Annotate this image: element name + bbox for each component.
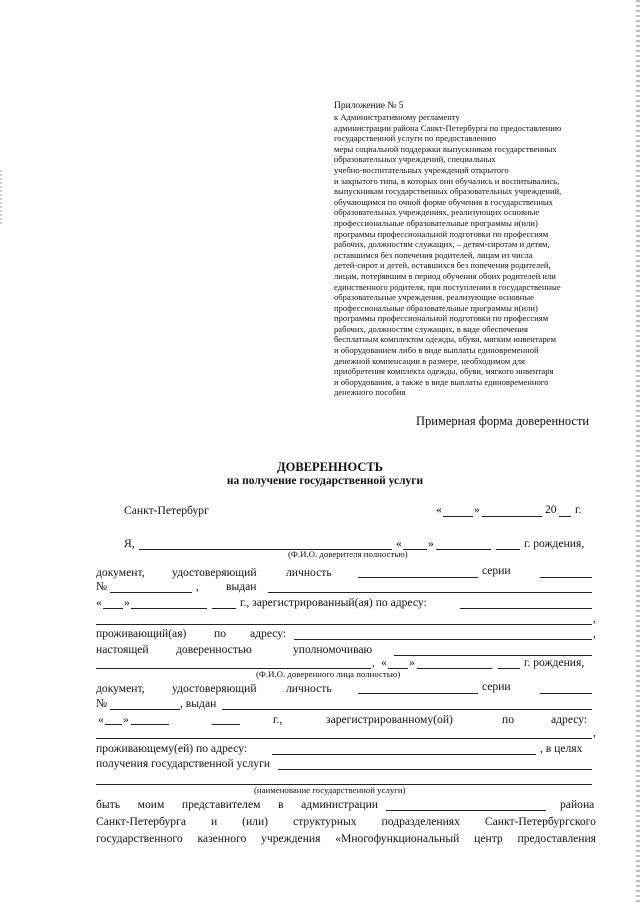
appendix-line: бесплатным комплектом одежды, обуви, мягким инвентарем — [334, 334, 557, 345]
appendix-line: рабочих, должностям служащих, в виде обеспечения — [334, 323, 528, 334]
agent-fio-hint: (Ф.И.О. доверенного лица полностью) — [256, 669, 401, 679]
spb-word: Санкт-Петербурга — [96, 815, 186, 828]
agent-number-label: № — [96, 697, 108, 710]
issue-year-line[interactable] — [212, 608, 236, 609]
appendix-line: и закрытого типа, в которых они обучались и воспитывались, — [334, 175, 560, 186]
date-day-line[interactable] — [443, 516, 473, 517]
this-label-c: уполномочиваю — [293, 643, 373, 656]
agent-registered-label: зарегистрированному(ой) — [326, 713, 453, 726]
appendix-block — [334, 100, 604, 398]
series-label: серии — [482, 564, 511, 577]
appendix-line: и оборудованием либо в виде выплаты единовременной — [334, 345, 539, 356]
spb-word: структурных — [292, 815, 357, 828]
birth-close-quote: » — [428, 537, 434, 550]
spb-words — [96, 815, 596, 828]
appendix-line: денежного пособия — [334, 387, 406, 398]
date-year-suffix: г. — [575, 503, 582, 516]
residing-label-c: адресу: — [250, 627, 287, 640]
scan-edge-right — [636, 0, 640, 905]
comma: , — [593, 726, 596, 739]
date-month-line[interactable] — [482, 516, 542, 517]
comma: , — [593, 627, 596, 640]
agent-registered-address-line[interactable] — [96, 738, 592, 739]
comma: , — [196, 580, 199, 593]
rep-word: быть — [96, 798, 121, 811]
in-purpose-label: , в целях — [540, 742, 583, 755]
service-name-line[interactable] — [278, 769, 592, 770]
rep-words — [96, 798, 378, 811]
document-subtitle: на получение государственной услуги — [226, 475, 424, 487]
agent-residing-label: проживающему(ей) по адресу: — [96, 742, 248, 755]
appendix-line: обучающимся по очной форме обучения в государственных — [334, 196, 553, 207]
appendix-line: меры социальной поддержки выпускникам государственных — [334, 143, 557, 154]
scan-edge-left — [0, 170, 2, 225]
registered-label: г., зарегистрированный(ая) по адресу: — [240, 596, 427, 609]
appendix-line: программы профессиональной подготовки по профессиям — [334, 228, 549, 239]
agent-birth-label: г. рождения, — [524, 656, 585, 669]
appendix-line: образовательные учреждения, реализующие основные — [334, 292, 534, 303]
appendix-title: Приложение № 5 — [334, 101, 404, 111]
agent-doc-label: документ, — [96, 682, 145, 695]
agent-birth-year-line[interactable] — [498, 668, 520, 669]
agent-issue-month-line[interactable] — [131, 724, 169, 725]
agent-birth-month-line[interactable] — [417, 668, 492, 669]
rep-word: моим — [137, 798, 165, 811]
comma: , — [593, 612, 596, 625]
agent-year-label: г., — [273, 713, 283, 726]
i-label: Я, — [124, 537, 135, 550]
residing-label-b: по — [214, 627, 227, 640]
appendix-line: рабочих, должностям служащих, – детям-сиротам и детям, — [334, 239, 550, 250]
birth-year-line[interactable] — [496, 549, 520, 550]
appendix-line: профессиональные образовательные программы и(или) — [334, 217, 538, 228]
appendix-line: оставшимся без попечения родителей, лицам из числа — [334, 249, 533, 260]
appendix-line: учебно-воспитательных учреждений открытого — [334, 164, 509, 175]
appendix-line: единственного родителя, при поступлении в государственные — [334, 281, 561, 292]
agent-residing-address-line[interactable] — [272, 754, 536, 755]
agent-issued-label: , выдан — [180, 697, 217, 710]
receiving-label: получения государственной услуги — [96, 757, 271, 770]
agent-series-label: серии — [482, 680, 511, 693]
agent-issue-year-line[interactable] — [212, 724, 240, 725]
date-open-quote: « — [436, 503, 442, 516]
place-text: Санкт-Петербург — [124, 504, 209, 517]
appendix-line: образовательных учреждений, специальных — [334, 154, 496, 165]
doc-label: документ, — [96, 566, 145, 579]
agent-document-type-line[interactable] — [358, 693, 478, 694]
rep-word: представителем — [181, 798, 261, 811]
issue-day-line[interactable] — [103, 608, 123, 609]
appendix-line: приобретения комплекта одежды, обуви, мягкого инвентаря — [334, 366, 554, 377]
appendix-line: государственной услуги по предоставлению — [334, 133, 497, 144]
agent-birth-open-quote: « — [381, 656, 387, 669]
agent-address-label: адресу: — [551, 713, 588, 726]
issued-label: выдан — [226, 580, 257, 593]
date-year-prefix: 20 — [545, 503, 557, 516]
appendix-line: и оборудования, а также в виде выплаты единовременного — [334, 376, 549, 387]
appendix-line: к Административному регламенту — [334, 112, 460, 122]
residing-address-line[interactable] — [294, 639, 592, 640]
district-line[interactable] — [386, 810, 546, 811]
form-label: Примерная форма доверенности — [416, 414, 590, 428]
appendix-line: профессиональные образовательные программы и(или) — [334, 302, 538, 313]
appendix-line: администрации района Санкт-Петербурга по предоставлению — [334, 122, 562, 133]
spb-word: подразделениях — [381, 815, 460, 828]
this-label-b: доверенностью — [176, 643, 252, 656]
spb-word: Санкт-Петербургского — [484, 815, 596, 828]
last-line: государственного казенного учреждения «Многофункциональный центр предоставления — [96, 832, 596, 845]
birth-month-line[interactable] — [436, 549, 491, 550]
agent-issued-by-line[interactable] — [222, 709, 592, 710]
rayona-label: района — [560, 798, 595, 811]
issue-open-quote: « — [96, 596, 102, 609]
residing-label-a: проживающий(ая) — [96, 627, 187, 640]
birth-year-label: г. рождения, — [524, 537, 585, 550]
certifying-label: удостоверяющий — [172, 566, 257, 579]
agent-issue-close-quote: » — [123, 713, 129, 726]
registered-address-line-2[interactable] — [96, 624, 592, 625]
this-label-a: настоящей — [96, 643, 149, 656]
agent-issue-day-line[interactable] — [105, 724, 122, 725]
spb-word: (или) — [242, 815, 269, 828]
spb-word: и — [210, 815, 218, 828]
rep-word: в — [278, 798, 284, 811]
agent-certifying-label: удостоверяющий — [172, 682, 257, 695]
series-line[interactable] — [540, 577, 592, 578]
appendix-line: программы профессиональной подготовки по профессиям — [334, 313, 549, 324]
birth-open-quote: « — [396, 537, 402, 550]
agent-number-line[interactable] — [110, 709, 180, 710]
agent-issue-open-quote: « — [98, 713, 104, 726]
document-type-line[interactable] — [358, 577, 478, 578]
appendix-line: детей-сирот и детей, оставшихся без попечения родителей, — [334, 260, 551, 271]
number-label: № — [96, 580, 108, 593]
agent-identity-label: личность — [286, 682, 332, 695]
rep-word: администрации — [301, 798, 378, 811]
date-year-line[interactable] — [559, 516, 571, 517]
principal-fio-hint: (Ф.И.О. доверителя полностью) — [288, 549, 408, 559]
issue-month-line[interactable] — [131, 608, 207, 609]
agent-po-label: по — [502, 713, 515, 726]
appendix-line: выпускникам государственных образовательных учреждений, — [334, 186, 562, 197]
appendix-line: образовательных учреждениях, реализующих основные — [334, 207, 540, 218]
identity-label: личность — [286, 566, 332, 579]
service-hint: (наименование государственной услуги) — [254, 785, 406, 795]
issued-by-line[interactable] — [268, 592, 592, 593]
appendix-line: лицам, потерявшим в период обучения обоих родителей или — [334, 270, 556, 281]
issue-close-quote: » — [124, 596, 130, 609]
number-line[interactable] — [110, 592, 192, 593]
agent-birth-close-quote: » — [409, 656, 415, 669]
agent-series-line[interactable] — [540, 693, 592, 694]
appendix-line: денежной компенсации в размере, необходимом для — [334, 355, 525, 366]
date-close-quote: » — [474, 503, 480, 516]
registered-address-line[interactable] — [460, 608, 592, 609]
document-title: ДОВЕРЕННОСТЬ — [277, 460, 383, 474]
comma: , — [372, 656, 375, 669]
